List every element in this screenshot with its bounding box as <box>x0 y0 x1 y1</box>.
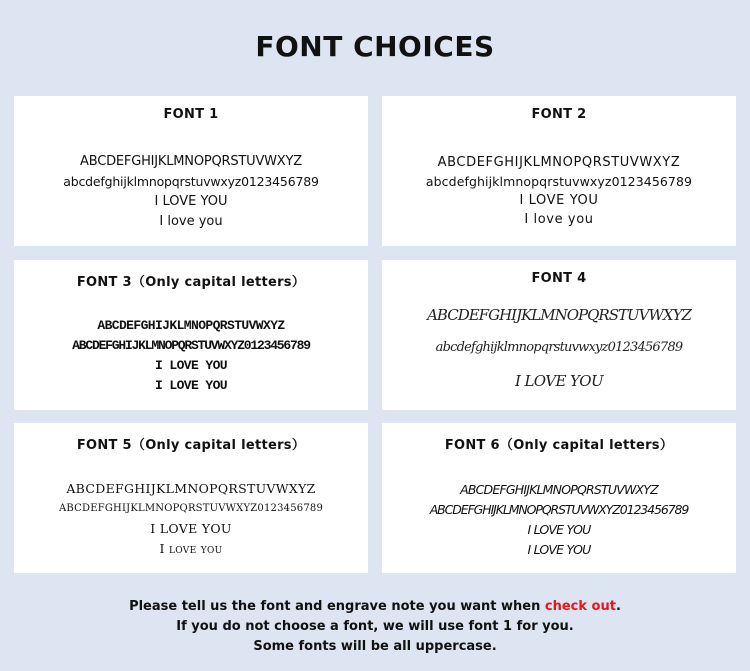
footer-note <box>0 597 750 657</box>
sample-phrase-lower: I love you <box>159 214 223 229</box>
sample-uppercase: ABCDEFGHIJKLMNOPQRSTUVWXYZ <box>427 306 691 324</box>
sample-phrase-upper: I LOVE YOU <box>519 193 599 208</box>
sample-phrase-upper-alt: I LOVE YOU <box>527 542 591 557</box>
font-card-title: FONT 4 <box>531 271 587 286</box>
sample-lowercase-digits: abcdefghijklmnopqrstuvwxyz0123456789 <box>63 174 319 189</box>
font-samples <box>382 298 736 398</box>
font-card-title: FONT 3（Only capital letters） <box>76 275 306 290</box>
sample-phrase-upper-alt: I LOVE YOU <box>154 378 227 393</box>
sample-uppercase: ABCDEFGHIJKLMNOPQRSTUVWXYZ <box>97 318 285 333</box>
sample-uppercase-digits: ABCDEFGHIJKLMNOPQRSTUVWXYZ0123456789 <box>58 503 324 514</box>
font-samples <box>382 153 736 229</box>
font-samples <box>14 152 368 232</box>
sample-phrase-upper: I LOVE YOU <box>527 522 591 537</box>
font-card-title: FONT 5（Only capital letters） <box>76 438 306 453</box>
sample-uppercase: ABCDEFGHIJKLMNOPQRSTUVWXYZ <box>437 155 681 170</box>
sample-lowercase-digits: abcdefghijklmnopqrstuvwxyz0123456789 <box>425 174 693 189</box>
footer-line-1 <box>0 597 750 617</box>
font-samples <box>382 480 736 560</box>
sample-phrase-upper: I LOVE YOU <box>154 194 228 209</box>
sample-lowercase-digits: abcdefghijklmnopqrstuvwxyz0123456789 <box>435 340 683 355</box>
font-card-title: FONT 2 <box>531 107 587 122</box>
font-card-title: FONT 1 <box>163 107 219 122</box>
font-card-title: FONT 6（Only capital letters） <box>444 438 674 453</box>
sample-phrase-upper: I LOVE YOU <box>154 358 227 373</box>
font-samples <box>14 316 368 396</box>
sample-uppercase-digits: ABCDEFGHIJKLMNOPQRSTUVWXYZ0123456789 <box>72 338 310 353</box>
font-samples <box>14 479 368 559</box>
sample-phrase-upper: I LOVE YOU <box>150 521 232 536</box>
sample-phrase-lower: I love you <box>524 212 594 227</box>
font-card-3 <box>14 260 368 410</box>
sample-phrase-smallcaps: I love you <box>159 541 223 556</box>
font-card-6 <box>382 423 736 573</box>
footer-line-2: If you do not choose a font, we will use font 1 for you. <box>176 619 574 634</box>
font-card-2 <box>382 96 736 246</box>
font-card-1 <box>14 96 368 246</box>
page-title: FONT CHOICES <box>255 30 495 63</box>
footer-period: . <box>615 599 621 614</box>
font-card-5 <box>14 423 368 573</box>
footer-text: Please tell us the font and engrave note you want when <box>129 599 545 614</box>
sample-uppercase: ABCDEFGHIJKLMNOPQRSTUVWXYZ <box>460 482 658 497</box>
font-card-4 <box>382 260 736 410</box>
footer-line-3: Some fonts will be all uppercase. <box>253 639 497 654</box>
sample-uppercase: ABCDEFGHIJKLMNOPQRSTUVWXYZ <box>66 481 316 496</box>
check-out-link[interactable]: check out <box>544 599 616 614</box>
sample-uppercase: ABCDEFGHIJKLMNOPQRSTUVWXYZ <box>80 154 302 169</box>
sample-uppercase-digits: ABCDEFGHIJKLMNOPQRSTUVWXYZ0123456789 <box>429 502 689 517</box>
sample-phrase-upper: I LOVE YOU <box>514 372 604 390</box>
